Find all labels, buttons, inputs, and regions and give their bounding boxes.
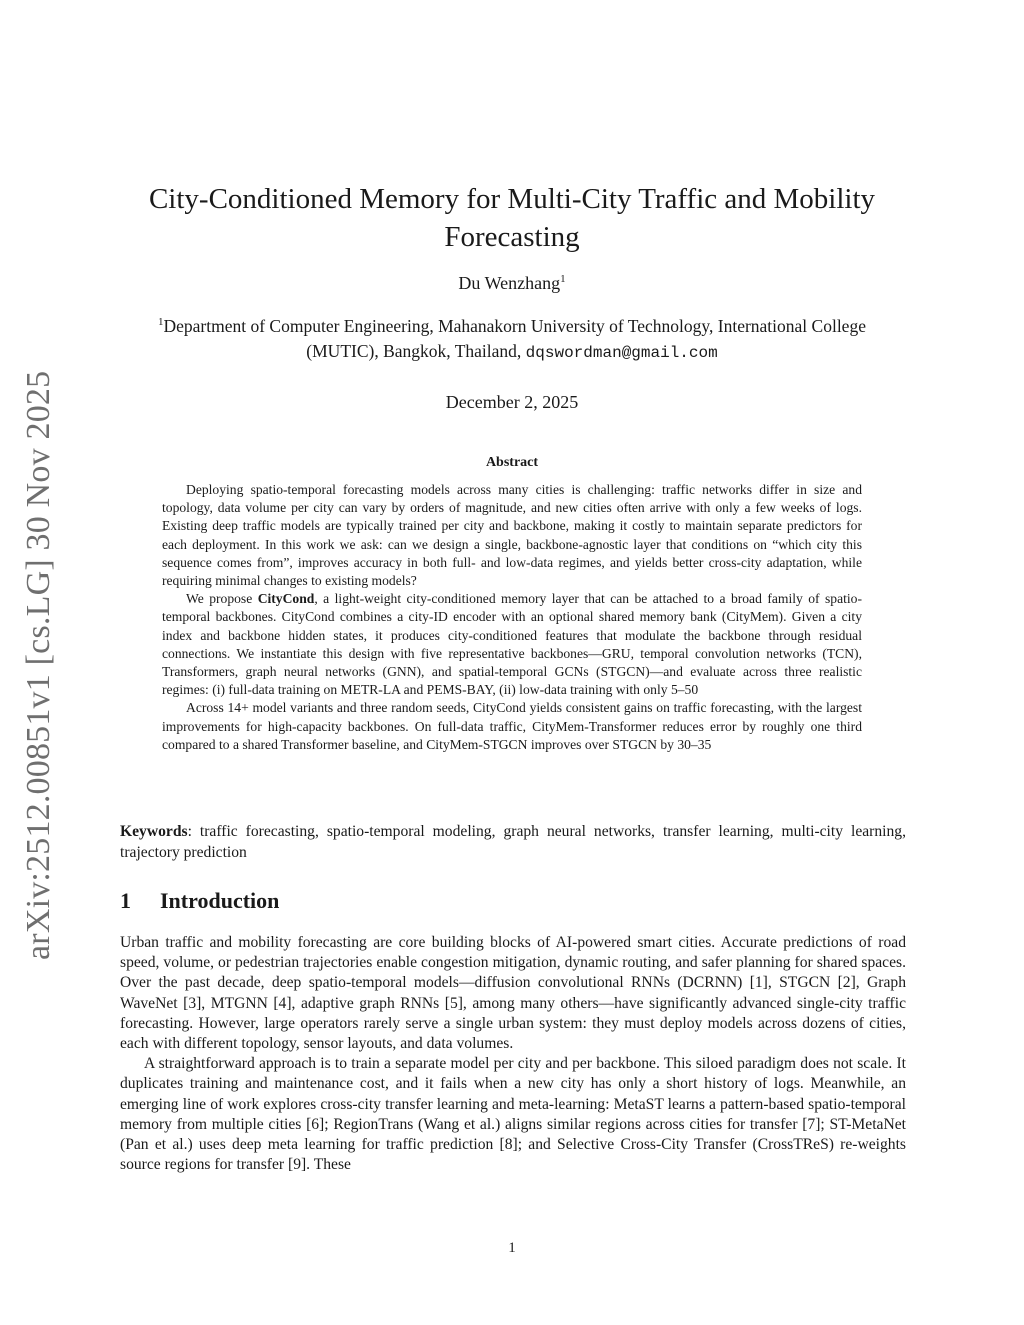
affiliation xyxy=(120,314,904,366)
author-name: Du Wenzhang xyxy=(458,273,561,293)
abstract xyxy=(162,481,862,754)
author-mark: 1 xyxy=(560,273,566,285)
abstract-p2-lead: We propose xyxy=(186,591,253,607)
introduction-body xyxy=(120,933,906,1175)
affiliation-mark: 1 xyxy=(158,316,164,329)
method-name: CityCond xyxy=(257,591,315,607)
paper-date: December 2, 2025 xyxy=(445,392,579,412)
page-number: 1 xyxy=(508,1240,516,1256)
abstract-paragraph-2 xyxy=(162,590,862,699)
abstract-paragraph-1: Deploying spatio-temporal forecasting models across many cities is challenging: traffic networks differ in size and topology, data volume per city can vary by orders of magnitude, and new cities often arrive with only a few weeks of logs. Existing deep traffic models are typically trained per city and backbone, making it costly to maintain separate predictors for each deployment. In this work we ask: can we design a single, backbone-agnostic layer that conditions on “which city this sequence comes from”, improves accuracy in both full- and low-data regimes, and yields better cross-city adaptation, while requiring minimal changes to existing models? xyxy=(162,482,862,589)
section-title: Introduction xyxy=(160,888,280,913)
abstract-paragraph-3: Across 14+ model variants and three random seeds, CityCond yields consistent gains on traffic forecasting, with the largest improvements for high-capacity backbones. On full-data traffic, CityMem-Transformer reduces error by roughly one third compared to a shared Transformer baseline, and CityMem-STGCN improves over STGCN by 30–35 xyxy=(162,700,862,752)
keywords-text: : traffic forecasting, spatio-temporal modeling, graph neural networks, transfer learning, multi-city learning, trajectory prediction xyxy=(120,823,906,861)
intro-paragraph-1: Urban traffic and mobility forecasting are core building blocks of AI-powered smart cities. Accurate predictions of road speed, volume, or pedestrian trajectories enable congestion mitigation, dynamic routing, and safer planning for shared spaces. Over the past decade, deep spatio-temporal models—diffusion convolutional RNNs (DCRNN) [1], STGCN [2], Graph WaveNet [3], MTGNN [4], adaptive graph RNNs [5], among many others—have significantly advanced single-city traffic forecasting. However, large operators rarely serve a single urban system: they must deploy models across dozens of cities, each with different topology, sensor layouts, and data volumes. xyxy=(120,934,906,1053)
affiliation-text: Department of Computer Engineering, Mahanakorn University of Technology, International College (MUTIC), Bangkok, Thailand, xyxy=(163,316,866,361)
keywords xyxy=(120,821,906,863)
intro-paragraph-2: A straightforward approach is to train a separate model per city and per backbone. This siloed paradigm does not scale. It duplicates training and maintenance cost, and it fails when a new city has only a short history of logs. Meanwhile, an emerging line of work explores cross-city transfer learning and meta-learning: MetaST learns a pattern-based spatio-temporal memory from multiple cities [6]; RegionTrans (Wang et al.) aligns similar regions across cities for transfer [7]; ST-MetaNet (Pan et al.) uses deep meta learning for traffic prediction [8]; and Selective Cross-City Transfer (CrossTReS) re-weights source regions for transfer [9]. These xyxy=(120,1055,906,1174)
abstract-p2-body: , a light-weight city-conditioned memory layer that can be attached to a broad family of spatio-temporal backbones. CityCond combines a city-ID encoder with an optional shared memory bank (CityMem). Given a city index and backbone hidden states, it produces city-conditioned features that modulate the backbone through residual connections. We instantiate this design with five representative backbones—GRU, temporal convolution networks (TCN), Transformers, graph neural networks (GNN), and spatial-temporal GCNs (STGCN)—and evaluate across three realistic regimes: (i) full-data training on METR-LA and PEMS-BAY, (ii) low-data training with only 5–50 xyxy=(162,591,862,698)
paper-title xyxy=(120,180,904,256)
section-heading xyxy=(120,888,279,914)
title-line-2: Forecasting xyxy=(444,221,580,253)
author-email[interactable]: dqswordman@gmail.com xyxy=(525,344,718,362)
abstract-heading: Abstract xyxy=(485,455,539,470)
arxiv-identifier: arXiv:2512.00851v1 [cs.LG] 30 Nov 2025 xyxy=(20,370,57,960)
title-line-1: City-Conditioned Memory for Multi-City Traffic and Mobility xyxy=(148,183,876,215)
keywords-label: Keywords xyxy=(120,823,188,840)
section-number: 1 xyxy=(120,888,131,913)
author xyxy=(120,273,904,294)
